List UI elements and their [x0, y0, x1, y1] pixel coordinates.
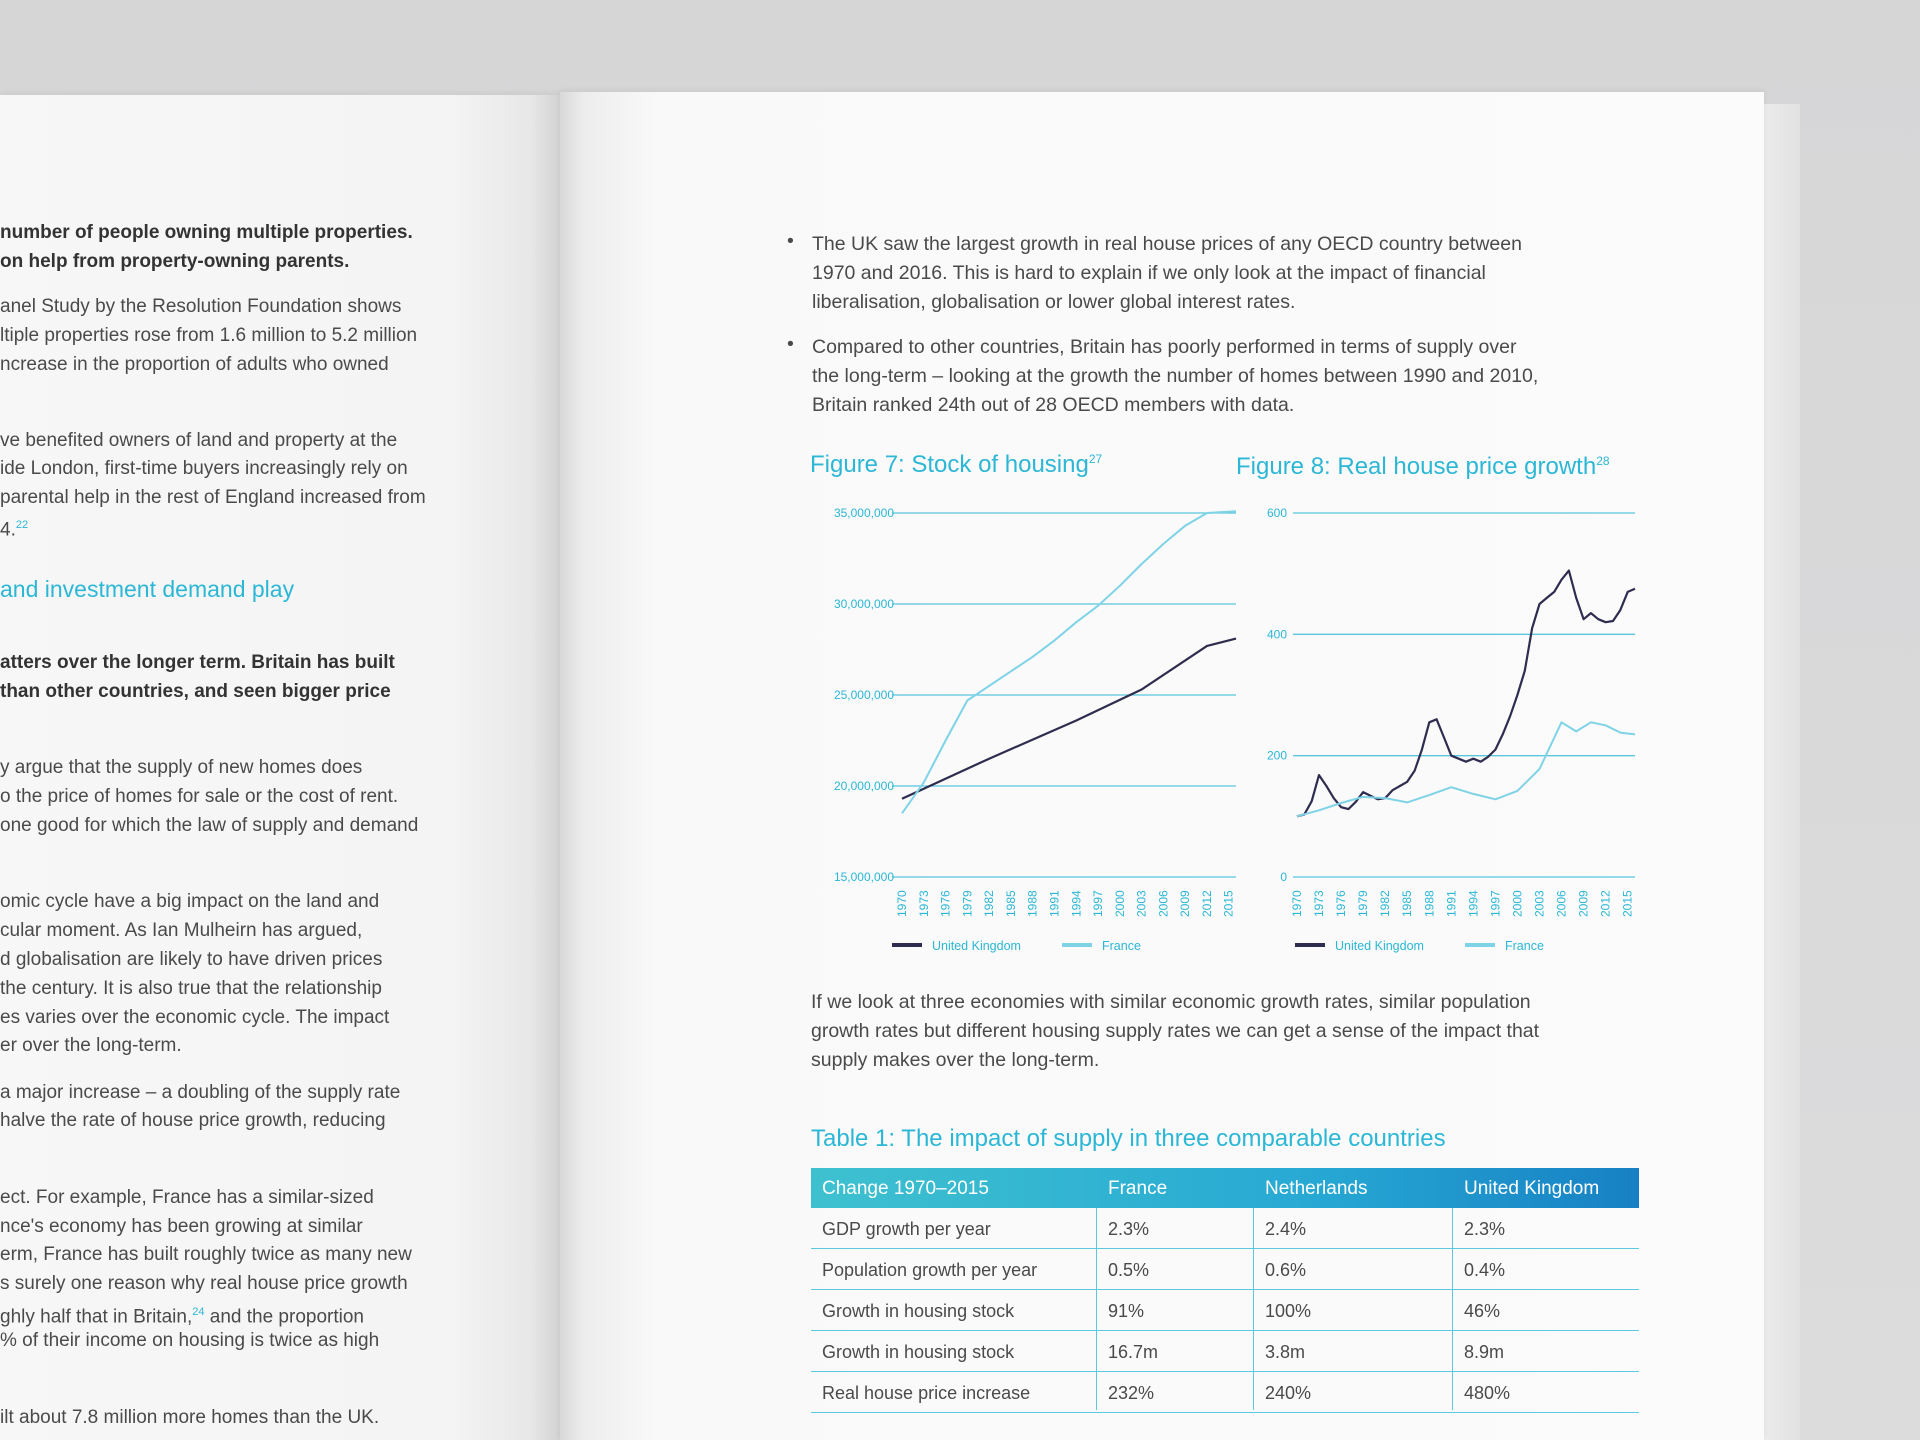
left-text-line [0, 648, 395, 677]
table-header-cell: Netherlands [1265, 1178, 1368, 1199]
table-cell: 16.7m [1108, 1342, 1159, 1362]
table-row [811, 1208, 1639, 1249]
left-text-line [0, 1269, 408, 1298]
figure8-x-tick-label: 1991 [1444, 890, 1459, 917]
impact-table [811, 1168, 1639, 1413]
footnote-ref: 24 [192, 1306, 205, 1318]
table-title: Table 1: The impact of supply in three comparable countries [811, 1125, 1446, 1152]
page-edge [1760, 104, 1800, 1440]
figure8-x-tick-label: 1982 [1378, 890, 1393, 917]
bullet-icon: • [787, 230, 794, 252]
figure7-x-tick-label: 1985 [1003, 890, 1018, 917]
table-cell: 8.9m [1464, 1342, 1505, 1362]
bullet-line: liberalisation, globalisation or lower global interest rates. [812, 291, 1296, 313]
figure7-ref: 27 [1088, 452, 1103, 466]
table-row [811, 1372, 1639, 1413]
left-text-fragment: the century. It is also true that the relationship [0, 978, 382, 999]
figure7-x-tick-label: 1997 [1091, 890, 1106, 917]
table-cell: Growth in housing stock [822, 1301, 1015, 1321]
footnote-ref: 22 [15, 519, 29, 531]
figure8-x-tick-label: 1976 [1334, 890, 1349, 917]
figure7-x-tick-label: 1970 [895, 890, 909, 917]
figure8-x-tick-label: 2006 [1554, 890, 1569, 917]
figure8-title-text: Figure 8: Real house price growth [1236, 453, 1597, 480]
figure7-y-tick-label: 15,000,000 [833, 870, 894, 884]
figure7-x-tick-label: 2000 [1112, 890, 1127, 917]
left-text-fragment: ect. For example, France has a similar-sized [0, 1187, 374, 1208]
table-divider [1253, 1208, 1254, 1410]
table-divider [1452, 1208, 1453, 1410]
left-text-line [0, 677, 391, 706]
figure7-y-tick-label: 20,000,000 [833, 779, 894, 793]
table-cell: 46% [1464, 1301, 1501, 1321]
left-text-line [0, 292, 401, 321]
figure7-y-tick-label: 30,000,000 [833, 597, 894, 611]
paragraph-line: growth rates but different housing supply rates we can get a sense of the impact that [811, 1020, 1540, 1042]
table-cell: 0.5% [1108, 1260, 1150, 1280]
figure8-series-france [1297, 722, 1635, 816]
figure7-x-tick-label: 2006 [1156, 890, 1171, 917]
left-text-fragment: er over the long-term. [0, 1035, 182, 1056]
left-text-fragment: ghly half that in Britain, [0, 1306, 193, 1328]
left-text-line [0, 753, 362, 782]
figure8-y-tick-label: 600 [1266, 506, 1287, 520]
left-text-line [0, 1403, 379, 1432]
table-cell: 480% [1464, 1383, 1511, 1403]
left-text-fragment: one good for which the law of supply and demand [0, 815, 419, 836]
left-text-fragment: ve benefited owners of land and property at the [0, 430, 398, 451]
left-text-line [0, 1240, 412, 1269]
left-text-fragment: ilt about 7.8 million more homes than the UK. [0, 1407, 380, 1428]
table-row [811, 1331, 1639, 1372]
left-text-line [0, 426, 397, 455]
table-divider [1096, 1208, 1097, 1410]
figure7-x-tick-label: 2003 [1134, 890, 1149, 917]
bullet-line: Compared to other countries, Britain has poorly performed in terms of supply over [812, 336, 1517, 358]
left-text-fragment: o the price of homes for sale or the cost of rent. [0, 786, 399, 807]
table-header-cell: United Kingdom [1464, 1178, 1600, 1199]
left-text-line [0, 1031, 182, 1060]
left-text-line [0, 916, 362, 945]
table-header-cell: France [1108, 1178, 1168, 1199]
figure8-x-tick-label: 1997 [1488, 890, 1503, 917]
left-text-fragment: and the proportion [204, 1306, 364, 1328]
bullet-line: 1970 and 2016. This is hard to explain if we only look at the impact of financial [812, 262, 1486, 284]
table-cell: 240% [1265, 1383, 1312, 1403]
figure8-x-tick-label: 1979 [1356, 890, 1371, 917]
table-cell: Population growth per year [822, 1260, 1038, 1280]
figure8-legend-label: France [1505, 939, 1544, 953]
table-cell: 0.4% [1464, 1260, 1506, 1280]
left-text-fragment: 4. [0, 519, 16, 541]
left-text-line [0, 247, 349, 276]
figure8-y-tick-label: 400 [1266, 627, 1287, 642]
left-text-fragment: d globalisation are likely to have driven prices [0, 949, 383, 970]
left-text-line [0, 782, 398, 811]
figure8-title [1236, 453, 1610, 481]
left-text-line [0, 1106, 386, 1135]
figure7-legend-label: France [1102, 939, 1141, 953]
figure7-x-tick-label: 2009 [1178, 890, 1193, 917]
bullet-item-2 [787, 333, 1539, 420]
left-text-fragment: ltiple properties rose from 1.6 million to 5.2 million [0, 325, 418, 346]
bullet-line: the long-term – looking at the growth the number of homes between 1990 and 2010, [812, 365, 1539, 387]
left-text-line [0, 1326, 379, 1355]
bullet-line: The UK saw the largest growth in real house prices of any OECD country between [812, 233, 1522, 255]
left-text-line [0, 887, 379, 916]
figure7-x-tick-label: 1991 [1047, 890, 1062, 917]
bullet-icon: • [787, 333, 794, 355]
table-cell: Growth in housing stock [822, 1342, 1015, 1362]
figure8-x-tick-label: 1988 [1422, 890, 1437, 917]
left-text-line [0, 1212, 363, 1241]
table-cell: 100% [1265, 1301, 1312, 1321]
table-cell: 2.3% [1108, 1219, 1150, 1239]
left-text-fragment: erm, France has built roughly twice as many new [0, 1244, 412, 1265]
left-text-fragment: number of people owning multiple properties. [0, 222, 413, 243]
figure7-title-text: Figure 7: Stock of housing [810, 451, 1089, 478]
left-text-line [0, 483, 426, 512]
left-text-line [0, 1078, 400, 1107]
figure7-chart [810, 495, 1240, 955]
figure8-x-tick-label: 1970 [1290, 890, 1304, 917]
left-text-fragment: % of their income on housing is twice as high [0, 1330, 380, 1351]
section-heading [0, 575, 294, 604]
figure7-series-france [902, 511, 1236, 813]
left-text-line [0, 974, 382, 1003]
table-cell: 232% [1108, 1383, 1155, 1403]
left-text-line [0, 321, 417, 350]
left-text-fragment: atters over the longer term. Britain has built [0, 652, 395, 673]
left-text-fragment: halve the rate of house price growth, reducing [0, 1110, 386, 1131]
left-text-line [0, 350, 389, 379]
left-text-fragment: omic cycle have a big impact on the land and [0, 891, 380, 912]
table-row [811, 1249, 1639, 1290]
left-text-line [0, 811, 418, 840]
table-header-cell: Change 1970–2015 [822, 1178, 989, 1199]
left-text-fragment: than other countries, and seen bigger price [0, 681, 391, 702]
paragraph-line: supply makes over the long-term. [811, 1049, 1100, 1071]
figure7-title [810, 451, 1102, 479]
left-text-fragment: cular moment. As Ian Mulheirn has argued, [0, 920, 363, 941]
left-text-fragment: and investment demand play [0, 576, 295, 602]
figure8-y-tick-label: 200 [1266, 748, 1287, 763]
bullet-item-1 [787, 230, 1522, 317]
figure7-x-tick-label: 2015 [1221, 890, 1236, 917]
table-cell: 91% [1108, 1301, 1145, 1321]
figure8-x-tick-label: 1985 [1400, 890, 1415, 917]
figure8-x-tick-label: 2012 [1598, 890, 1613, 917]
left-text-fragment: on help from property-owning parents. [0, 251, 350, 272]
figure8-ref: 28 [1596, 454, 1610, 468]
figure7-x-tick-label: 1994 [1069, 890, 1084, 917]
left-text-fragment: anel Study by the Resolution Foundation shows [0, 296, 402, 317]
left-text-line [0, 1183, 374, 1212]
left-text-fragment: nce's economy has been growing at similar [0, 1216, 363, 1237]
figure8-x-tick-label: 2009 [1576, 890, 1591, 917]
figure8-x-tick-label: 1994 [1466, 890, 1481, 917]
left-text-fragment: s surely one reason why real house price growth [0, 1273, 408, 1294]
left-text-fragment: ide London, first-time buyers increasingly rely on [0, 458, 408, 479]
figure7-x-tick-label: 1976 [938, 890, 953, 917]
paragraph-line: If we look at three economies with similar economic growth rates, similar population [811, 991, 1531, 1013]
table-cell: Real house price increase [822, 1383, 1031, 1403]
figure8-y-tick-label: 0 [1280, 870, 1287, 884]
left-text-fragment: a major increase – a doubling of the supply rate [0, 1082, 401, 1103]
table-header [811, 1168, 1639, 1208]
figure7-x-tick-label: 1973 [916, 890, 931, 917]
figure8-x-tick-label: 1973 [1312, 890, 1327, 917]
figure7-x-tick-label: 1982 [982, 890, 997, 917]
body-paragraph [811, 988, 1539, 1075]
left-text-fragment: y argue that the supply of new homes does [0, 757, 363, 778]
left-text-fragment: es varies over the economic cycle. The impact [0, 1007, 390, 1028]
left-text-fragment: parental help in the rest of England increased from [0, 487, 426, 508]
left-text-line [0, 218, 413, 247]
left-text-line [0, 1003, 389, 1032]
bullet-line: Britain ranked 24th out of 28 OECD members with data. [812, 394, 1295, 416]
figure7-y-tick-label: 35,000,000 [833, 506, 894, 520]
left-text-line [0, 511, 28, 544]
table-cell: 2.3% [1464, 1219, 1506, 1239]
table-cell: GDP growth per year [822, 1219, 991, 1239]
figure7-x-tick-label: 1979 [960, 890, 975, 917]
table-cell: 2.4% [1265, 1219, 1307, 1239]
figure7-legend-label: United Kingdom [932, 939, 1021, 953]
left-text-line [0, 945, 382, 974]
table-row [811, 1290, 1639, 1331]
figure7-y-tick-label: 25,000,000 [833, 688, 894, 702]
figure8-legend-label: United Kingdom [1335, 939, 1424, 953]
figure7-x-tick-label: 2012 [1199, 890, 1214, 917]
table-cell: 0.6% [1265, 1260, 1307, 1280]
figure8-x-tick-label: 2000 [1510, 890, 1525, 917]
table-cell: 3.8m [1265, 1342, 1306, 1362]
figure7-series-uk [902, 639, 1236, 799]
left-text-fragment: ncrease in the proportion of adults who owned [0, 354, 389, 375]
figure8-series-uk [1297, 571, 1635, 817]
left-text-line [0, 454, 408, 483]
figure7-x-tick-label: 1988 [1025, 890, 1040, 917]
figure8-chart [1245, 495, 1645, 955]
figure8-x-tick-label: 2015 [1620, 890, 1635, 917]
figure8-x-tick-label: 2003 [1532, 890, 1547, 917]
